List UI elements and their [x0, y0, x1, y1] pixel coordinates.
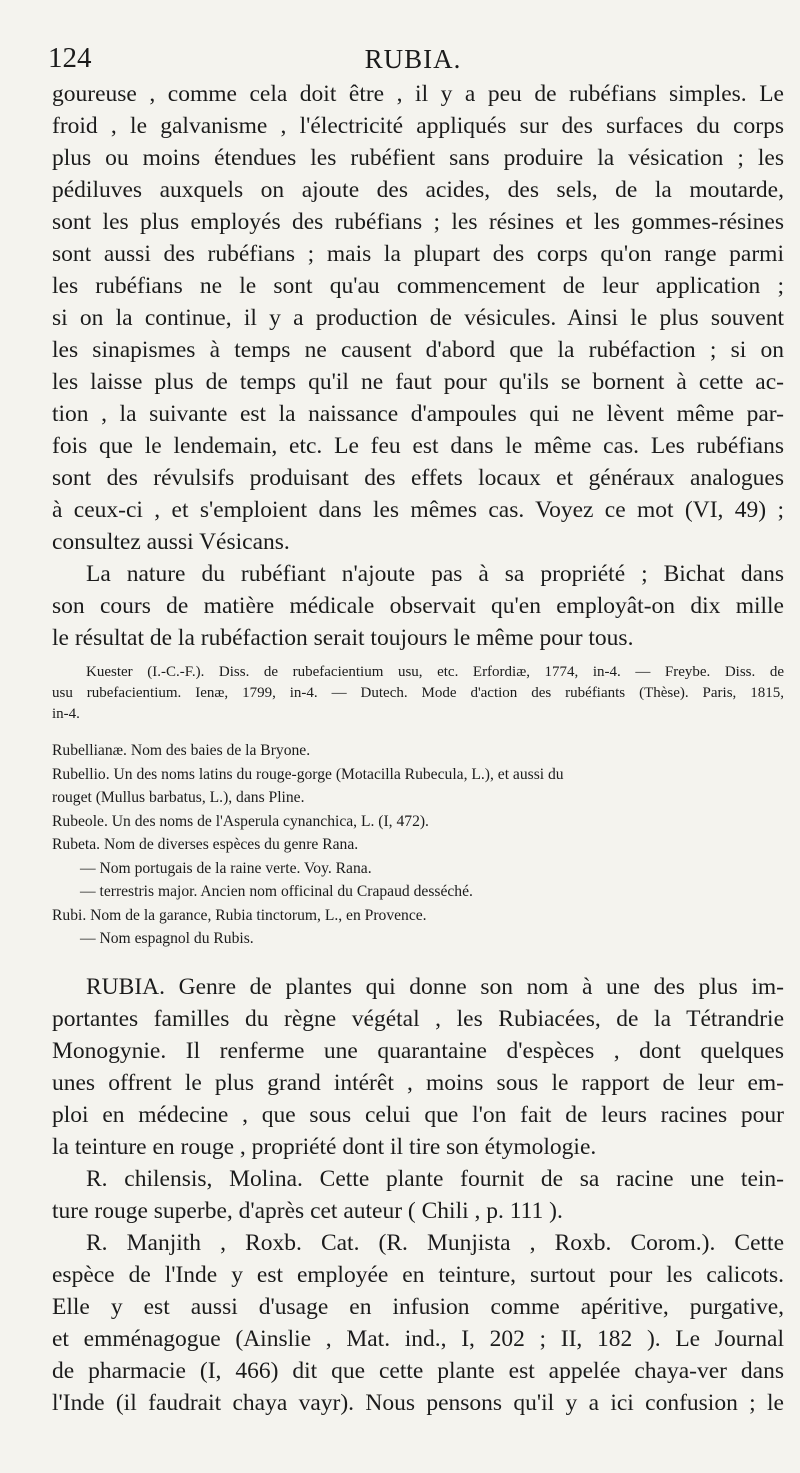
- rubia-line: la teinture en rouge , propriété dont il tire son étymologie.: [52, 1133, 597, 1160]
- rubia-line: ploi en médecine , que sous celui que l'on fait de leurs racines pour: [52, 1101, 784, 1128]
- intro-line: les sinapismes à temps ne causent d'abord que la rubéfaction ; si on: [52, 337, 784, 363]
- rubia-line: Monogynie. Il renferme une quarantaine d'espèces , dont quelques: [52, 1037, 784, 1064]
- page-header: [48, 42, 778, 82]
- intro-line: tion , la suivante est la naissance d'ampoules qui ne lèvent même par-: [52, 401, 784, 427]
- reference-line: usu rubefacientium. Ienæ, 1799, in-4. — Dutech. Mode d'action des rubéfiants (Thèse). Paris, 1815,: [52, 685, 784, 701]
- intro-line: plus ou moins étendues les rubéfient sans produire la vésication ; les: [52, 145, 784, 171]
- entry-rubeole: Rubeole. Un des noms de l'Asperula cynanchica, L. (I, 472).: [52, 812, 429, 830]
- entry-rubellio: Rubellio. Un des noms latins du rouge-gorge (Motacilla Rubecula, L.), et aussi du: [52, 765, 564, 783]
- reference-line: Kuester (I.-C.-F.). Diss. de rubefacientium usu, etc. Erfordiæ, 1774, in-4. — Freybe. Diss. de: [86, 664, 784, 680]
- entry-rubellio-cont: rouget (Mullus barbatus, L.), dans Pline.: [52, 789, 305, 806]
- manjith-line: espèce de l'Inde y est employée en teinture, surtout pour les calicots.: [52, 1261, 784, 1288]
- running-title: RUBIA.: [364, 44, 462, 74]
- nature-line: son cours de matière médicale observait qu'en employât-on dix mille: [52, 593, 784, 619]
- rubia-line: portantes familles du règne végétal , les Rubiacées, de la Tétrandrie: [52, 1005, 784, 1032]
- intro-line: les rubéfians ne le sont qu'au commencement de leur application ;: [52, 273, 784, 299]
- rubia-line: RUBIA. Genre de plantes qui donne son nom à une des plus im-: [86, 973, 784, 1000]
- intro-line: fois que le lendemain, etc. Le feu est dans le même cas. Les rubéfians: [52, 433, 784, 459]
- manjith-line: de pharmacie (I, 466) dit que cette plante est appelée chaya-ver dans: [52, 1357, 784, 1384]
- intro-line: à ceux-ci , et s'emploient dans les mêmes cas. Voyez ce mot (VI, 49) ;: [52, 497, 784, 523]
- entry-rubi-espagnol: — Nom espagnol du Rubis.: [80, 930, 254, 947]
- reference-line: in-4.: [52, 706, 80, 722]
- chilensis-line: ture rouge superbe, d'après cet auteur ( Chili , p. 111 ).: [52, 1197, 563, 1224]
- entry-rubi: Rubi. Nom de la garance, Rubia tinctorum, L., en Provence.: [52, 906, 427, 924]
- page-number: 124: [48, 42, 92, 74]
- entry-rubeta-terrestris: — terrestris major. Ancien nom officinal du Crapaud desséché.: [80, 883, 473, 900]
- intro-line: sont aussi des rubéfians ; mais la plupart des corps qu'on range parmi: [52, 241, 784, 267]
- manjith-line: R. Manjith , Roxb. Cat. (R. Munjista , Roxb. Corom.). Cette: [86, 1229, 784, 1256]
- intro-line: les laisse plus de temps qu'il ne faut pour qu'ils se bornent à cette ac-: [52, 369, 784, 395]
- intro-line: goureuse , comme cela doit être , il y a peu de rubéfians simples. Le: [52, 81, 784, 107]
- intro-line: pédiluves auxquels on ajoute des acides, des sels, de la moutarde,: [52, 177, 784, 203]
- entry-rubellianae: Rubellianæ. Nom des baies de la Bryone.: [52, 742, 311, 759]
- entry-rubeta: Rubeta. Nom de diverses espèces du genre Rana.: [52, 836, 359, 853]
- nature-line: le résultat de la rubéfaction serait toujours le même pour tous.: [52, 625, 634, 651]
- intro-line: consultez aussi Vésicans.: [52, 529, 290, 555]
- nature-line: La nature du rubéfiant n'ajoute pas à sa propriété ; Bichat dans: [86, 561, 784, 587]
- manjith-line: et emménagogue (Ainslie , Mat. ind., I, 202 ; II, 182 ). Le Journal: [52, 1325, 784, 1352]
- intro-line: sont les plus employés des rubéfians ; les résines et les gommes-résines: [52, 209, 784, 235]
- intro-line: froid , le galvanisme , l'électricité appliqués sur des surfaces du corps: [52, 113, 784, 139]
- manjith-line: l'Inde (il faudrait chaya vayr). Nous pensons qu'il y a ici confusion ; le: [52, 1389, 784, 1416]
- intro-line: sont des révulsifs produisant des effets locaux et généraux analogues: [52, 465, 784, 491]
- entry-rubeta-portugais: — Nom portugais de la raine verte. Voy. Rana.: [80, 859, 372, 877]
- intro-line: si on la continue, il y a production de vésicules. Ainsi le plus souvent: [52, 305, 784, 331]
- rubia-line: unes offrent le plus grand intérêt , moins sous le rapport de leur em-: [52, 1069, 784, 1096]
- chilensis-line: R. chilensis, Molina. Cette plante fournit de sa racine une tein-: [86, 1165, 784, 1192]
- manjith-line: Elle y est aussi d'usage en infusion comme apéritive, purgative,: [52, 1293, 784, 1320]
- text-column: [52, 78, 784, 1419]
